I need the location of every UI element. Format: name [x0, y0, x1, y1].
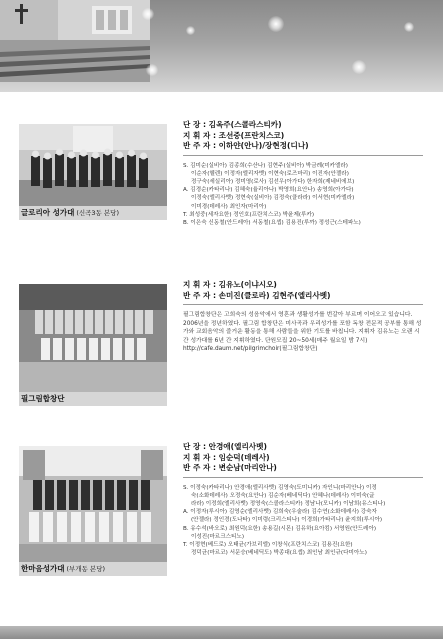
photo-caption: 필그림합창단 — [21, 394, 65, 403]
choir-photo-frame — [19, 124, 167, 220]
choir-roles: 단 장 : 안경애(엘리사벳) 지 휘 자 : 임순덕(데레사) 반 주 자 : 변순남(마리안나) — [183, 442, 277, 472]
divider — [183, 477, 423, 478]
choir-photo-frame — [19, 446, 167, 576]
choir-roles: 지 휘 자 : 김유노(이냐시오) 반 주 자 : 손미진(클로라) 김현주(엘리사벳) — [183, 280, 331, 300]
photo-caption: 한마음성가대 (부개동 본당) — [21, 564, 106, 573]
choir-group-photo — [19, 446, 167, 562]
page-footer-bar — [0, 626, 443, 639]
choir-info — [183, 442, 423, 557]
choir-group-photo — [19, 284, 167, 392]
choir-group-photo — [19, 124, 167, 206]
church-interior-photo — [0, 0, 150, 82]
divider — [183, 304, 423, 305]
choir-info — [183, 120, 423, 227]
choir-description: 필그림합창단은 고희숙의 성음악에서 영혼과 생활성가를 번갈아 부르며 이어오고 있습니다. 2006년을 정년하였다. 필그림 합창단은 미사곡과 우리성가를 포함 독창 전문적 공부를 통해 성가와 교회음악의 즐거운 활동을 통해 사람들을 위한 기도를 바칩니다. 지휘자 김유노는 오랜 시간 성가대를 6년 간 지휘하였다. 단원모집 20~50세(매주 월요일 밤 7시) http://cafe.daum.net/pilgrimchoir(필그림합창단) — [183, 312, 422, 353]
member-list: S. 김미순(실비아) 김종희(수산나) 김현주(실비아) 박금례(미카엘라) 이순자(헬렌) 이정자(엘리자벳) 이현숙(로즈마리) 이진자(안젤라) 정구숙(세실리아) 정미영(로사) 김선우(아가다) 한자희(제네비에브) A. 김경순(카타리나) 김혜숙(율리아나) 박영희(요안나) 송영희(아가다) 이정숙(엘리사벳) 정현숙(실비아) 김정숙(클라라) 이서현(미카엘라) 이미경(데레사) 최인자(마리아) T. 최성중(세자요한) 정인호(프란치스코) 박윤제(루카) B. 이은숙 신동철(안드레아) 서동철(요셉) 김용진(루까) 정성근(스테파노) — [183, 162, 361, 226]
choir-photo-frame — [19, 284, 167, 406]
photo-caption: 글로리아 성가대 (신곡3동 본당) — [21, 208, 119, 217]
choir-roles: 단 장 : 김옥주(스콜라스티카) 지 휘 자 : 조선중(프란치스코) 반 주 자 : 이하얀(안나)/장현정(디나) — [183, 120, 309, 150]
cross-icon — [20, 4, 23, 24]
page-header-banner — [0, 0, 443, 92]
choir-info — [183, 280, 423, 354]
divider — [183, 155, 423, 156]
member-list: S. 이정숙(카타리나) 안경애(엘리사벳) 김영숙(도미니카) 자인니(마리안나) 이정 숙(소화데레사) 오정숙(요안나) 김순자(베네딕다) 안혜나(데레사) 이미숙(글 라라) 이정희(엘리사벳) 정영숙(스콜라스티카) 정남나(모니카) 이남희(유스티나) A. 이정자(루시아) 김영순(엘리사벳) 김희숙(우술라) 김수연(소화데레사) 강숙자 (안젤라) 정인경(도나타) 이미령(크리스티나) 이경희(가타리나) 윤지희(루시아) B. 유수석(바오로) 최원덕(요한) 송용길(시몬) 김유하(요아킴) 서영원(안드레아) 이성진(마르크스티노) T. 이정현(베드로) 오태균(가브리엘) 이창식(프란치스코) 김용진(요한) 정덕균(마르코) 서문승(베네딕도) 박종대(요셉) 최인남 최인규(다미아노) — [183, 484, 386, 557]
